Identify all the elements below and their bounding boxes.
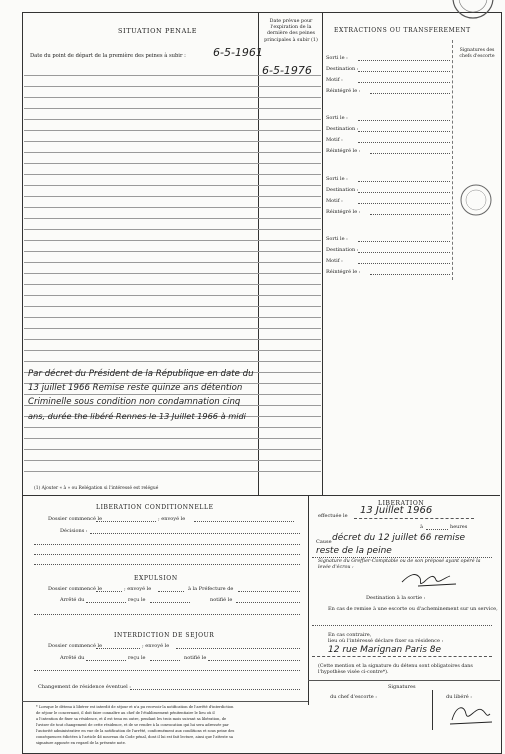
exp-notifie-blank (236, 602, 300, 603)
release-col-label: Date prévue pour l'expiration de la dernière des peines principales à subir (1) (264, 19, 318, 43)
extraction-4-blank-3 (358, 263, 450, 264)
int-notifie-label: notifié le (184, 655, 207, 661)
extraction-1-field-3: Motif : (326, 77, 343, 83)
signatures-vline (432, 690, 433, 730)
extraction-4-field-1: Sorti le : (326, 236, 348, 242)
residence-change-blank (130, 689, 300, 690)
lc-decisions-label: Décisions : (60, 528, 88, 534)
ruled-line (24, 185, 321, 186)
released-signature (446, 700, 496, 728)
extraction-3-blank-2 (358, 192, 450, 193)
liberation-residence-value: 12 rue Marignan Paris 8e (328, 645, 442, 655)
ruled-line (24, 218, 321, 219)
int-envoye-blank (176, 648, 300, 649)
liberation-effectuee-label: effectuée le (318, 513, 348, 519)
ruled-line (24, 75, 321, 76)
interdiction-title: INTERDICTION DE SEJOUR (114, 632, 215, 639)
exp-notifie-label: notifié le (210, 597, 233, 603)
ruled-line (24, 152, 321, 153)
liberation-escorte-blank (312, 625, 492, 626)
ruled-line (24, 295, 321, 296)
int-arrete-blank (86, 660, 126, 661)
ruled-line (24, 394, 321, 395)
extraction-2-field-4: Réintégré le : (326, 148, 361, 154)
lc-dossier-blank (96, 521, 156, 522)
exp-recu-label: reçu le (128, 597, 146, 603)
exp-prefecture-blank (238, 591, 300, 592)
int-dossier-label: Dossier commencé le (48, 643, 103, 649)
extraction-4-blank-1 (358, 241, 450, 242)
extraction-4-field-4: Réintégré le : (326, 269, 361, 275)
liberation-signature-label: Signature du Greffier-Comptable ou de son préposé ayant opéré la levée d'écrou : (318, 559, 481, 570)
lc-dossier-label: Dossier commencé le (48, 516, 103, 522)
liberation-cause-label: Cause (316, 539, 332, 545)
liberation-cause-value-2: reste de la peine (316, 546, 392, 556)
extraction-3-field-1: Sorti le : (326, 176, 348, 182)
liberation-date-blank (354, 518, 474, 519)
extraction-2-field-2: Destination : (326, 126, 359, 132)
lc-decisions-blank (90, 533, 300, 534)
footnote: (1) Ajouter « à » ou Relégation si l'intéressé est relégué (34, 486, 159, 491)
footer-note-line: a l'intention de fixer sa résidence, et il est tenu en outre, pendant les trois mois suivant sa libération, de (36, 717, 227, 721)
exp-blank-2 (34, 614, 300, 615)
ruled-line (24, 427, 321, 428)
ruled-line (24, 207, 321, 208)
extraction-2-blank-2 (358, 131, 450, 132)
ruled-line (24, 240, 321, 241)
extraction-2-field-1: Sorti le : (326, 115, 348, 121)
extraction-4-blank-4 (370, 274, 450, 275)
exp-arrete-blank (86, 602, 126, 603)
ruled-line (24, 130, 321, 131)
extraction-1-blank-2 (358, 71, 450, 72)
start-value: 6-5-1961 (213, 46, 263, 59)
ruled-line (24, 86, 321, 87)
liberation-hours-blank (426, 529, 448, 530)
exp-prefecture-label: à la Préfecture de (188, 586, 234, 592)
exp-recu-blank (150, 602, 190, 603)
ruled-line (24, 306, 321, 307)
int-dossier-blank (96, 648, 140, 649)
extraction-2-blank-4 (370, 153, 450, 154)
liberation-a-label: à (420, 524, 423, 530)
exp-arrete-label: Arrêté du (60, 597, 85, 603)
liberation-title: LIBERATION (378, 500, 425, 507)
int-recu-label: reçu le (128, 655, 146, 661)
bottom-col-separator (308, 495, 309, 705)
liberation-contraire-label: En cas contraire, (328, 632, 372, 638)
extraction-3-blank-4 (370, 214, 450, 215)
ruled-line (24, 460, 321, 461)
liberation-heures-label: heures (450, 524, 468, 530)
ruled-line (24, 339, 321, 340)
extraction-1-field-1: Sorti le : (326, 55, 348, 61)
col-separator-1 (258, 12, 259, 495)
ruled-line (24, 438, 321, 439)
exp-dossier-label: Dossier commencé le (48, 586, 103, 592)
ruled-line (24, 273, 321, 274)
int-arrete-label: Arrêté du (60, 655, 85, 661)
ruled-line (24, 262, 321, 263)
signatures-divider (308, 680, 500, 681)
lc-blank-4 (34, 564, 300, 565)
liberation-declare-label: lieu où l'intéressé déclare fixer sa résidence : (328, 638, 444, 644)
note-line-1: Par décret du Président de la République en date du (28, 369, 254, 379)
ruled-line (24, 229, 321, 230)
exp-envoye-blank (158, 591, 184, 592)
int-envoye-label: ; envoyé le (142, 643, 170, 649)
liberation-mention: (Cette mention et la signature du détenu sont obligatoires dans l'hypothèse visée ci-contre*). (318, 664, 473, 675)
ruled-line (24, 196, 321, 197)
signature-column-divider (452, 40, 453, 280)
ruled-line (24, 97, 321, 98)
int-blank-2 (34, 670, 300, 671)
extraction-1-field-2: Destination : (326, 66, 359, 72)
footer-note-line: l'aviser de tout changement de cette résidence, et de se rendre à la convocation qui lui sera adressée par (36, 723, 229, 727)
int-notifie-blank (208, 660, 300, 661)
signature-libere-label: du libéré : (446, 694, 472, 700)
ruled-line (24, 449, 321, 450)
extraction-1-field-4: Réintégré le : (326, 88, 361, 94)
note-line-2: 13 juillet 1966 Remise reste quinze ans détention (28, 383, 243, 393)
lc-envoye-label: ; envoyé le (158, 516, 186, 522)
ruled-line (24, 141, 321, 142)
situation-title: SITUATION PENALE (118, 27, 198, 35)
extractions-title: EXTRACTIONS OU TRANSFEREMENT (334, 27, 471, 34)
footer-note-line: l'autorité administrative en vue de la notification de l'arrêté, conformément aux conditions et sous peine des (36, 729, 235, 733)
footer-divider (22, 701, 308, 702)
col-separator-2 (322, 12, 323, 495)
expulsion-title: EXPULSION (134, 575, 178, 582)
liberation-escorte-label: En cas de remise à une escorte ou d'acheminement sur un service, (328, 606, 498, 612)
ruled-line (24, 174, 321, 175)
signature-chef-label: du chef d'escorte : (330, 694, 377, 700)
lc-blank-2 (34, 544, 300, 545)
ruled-line (24, 350, 321, 351)
extraction-3-blank-1 (358, 181, 450, 182)
lc-envoye-blank (194, 521, 294, 522)
ruled-line (24, 361, 321, 362)
conditional-release-title: LIBERATION CONDITIONNELLE (96, 504, 214, 511)
footer-note-line: conséquences édictées à l'article 46 nouveau du Code pénal, dont il lui est fait lecture, ainsi que l'atteste sa (36, 735, 234, 739)
ruled-line (24, 108, 321, 109)
extraction-2-blank-3 (358, 142, 450, 143)
extraction-3-field-3: Motif : (326, 198, 343, 204)
extraction-3-field-4: Réintégré le : (326, 209, 361, 215)
ruled-line (24, 251, 321, 252)
extraction-4-field-3: Motif : (326, 258, 343, 264)
extraction-3-blank-3 (358, 203, 450, 204)
ruled-line (24, 284, 321, 285)
note-line-3: Criminelle sous condition non condamnation cinq (28, 397, 241, 407)
int-recu-blank (150, 660, 180, 661)
extraction-1-blank-3 (358, 82, 450, 83)
extraction-4-field-2: Destination : (326, 247, 359, 253)
section-divider (22, 495, 500, 496)
extraction-2-blank-1 (358, 120, 450, 121)
liberation-residence-blank (312, 656, 492, 657)
lc-blank-3 (34, 554, 300, 555)
ruled-line (24, 119, 321, 120)
extraction-4-blank-2 (358, 252, 450, 253)
release-value: 6-5-1976 (262, 64, 312, 77)
extraction-1-blank-4 (370, 93, 450, 94)
exp-envoye-label: ; envoyé le (124, 586, 152, 592)
side-seal-stamp (458, 180, 494, 220)
signatures-title: Signatures (388, 684, 416, 690)
footer-note-line: de séjour le concernant, il doit faire connaître au chef de l'établissement pénitentiaire le lieu où il (36, 711, 215, 715)
extraction-2-field-3: Motif : (326, 137, 343, 143)
note-line-4: ans, durée the libéré Rennes le 13 Juillet 1966 à midi (28, 411, 246, 421)
residence-change-label: Changement de résidence éventuel : (38, 684, 131, 690)
liberation-sortie-label: Destination à la sortie : (366, 595, 426, 601)
footer-note-line: * Lorsque le détenu à libérer est interdit de séjour et n'a pu recevoir la notification de l'arrêté d'interdiction (36, 705, 234, 709)
liberation-cause-blank (312, 557, 492, 558)
extraction-3-field-2: Destination : (326, 187, 359, 193)
ruled-line (24, 471, 321, 472)
footer-note-line: signature apposée en regard de la présente note. (36, 741, 127, 745)
exp-dossier-blank (96, 591, 122, 592)
extraction-1-blank-1 (358, 60, 450, 61)
ruled-line (24, 163, 321, 164)
ruled-line (24, 317, 321, 318)
liberation-cause-value: décret du 12 juillet 66 remise (332, 533, 466, 543)
ruled-line (24, 328, 321, 329)
liberation-date-value: 13 Juillet 1966 (360, 505, 433, 516)
start-label: Date du point de départ de la première des peines à subir : (30, 53, 186, 59)
clerk-signature (396, 568, 466, 590)
escort-signature-header: Signatures des chefs d'escorte (459, 48, 495, 59)
top-seal-stamp (425, 0, 505, 22)
